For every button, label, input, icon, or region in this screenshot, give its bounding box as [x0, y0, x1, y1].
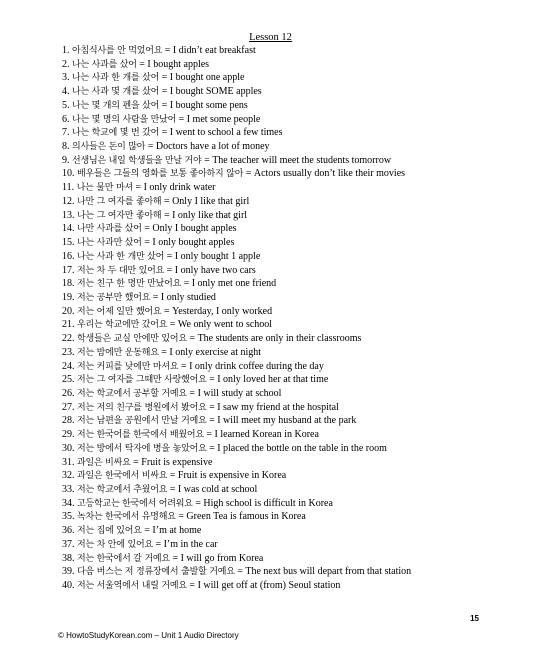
sentence-number: 37. [62, 538, 75, 550]
korean-sentence: 아침식사를 안 먹었어요 [72, 46, 163, 56]
sentence-item [62, 552, 522, 566]
sentence-number: 40. [62, 580, 75, 592]
sentence-item [62, 167, 522, 181]
sentence-number: 36. [62, 525, 75, 537]
sentence-number: 34. [62, 497, 75, 509]
sentence-item [62, 332, 522, 346]
sentence-number: 15. [62, 237, 75, 249]
english-translation: I will meet my husband at the park [217, 415, 357, 427]
sentence-number: 14. [62, 223, 75, 235]
korean-sentence: 저는 차 안에 있어요 [77, 539, 153, 550]
english-translation: The teacher will meet the students tomorrow [212, 154, 392, 166]
sentence-number: 3. [62, 72, 70, 84]
english-translation: I only exercise at night [169, 346, 262, 358]
korean-sentence: 나는 사과 한 개를 샀어 [72, 73, 160, 84]
sentence-item [62, 222, 522, 236]
equals-separator: = [167, 319, 178, 331]
english-translation: I went to school a few times [169, 127, 283, 139]
equals-separator: = [141, 525, 153, 537]
english-translation: I bought some pens [169, 99, 248, 111]
sentence-item [62, 140, 522, 154]
korean-sentence: 나는 사과를 샀어 [72, 59, 137, 70]
english-translation: Actors usually don’t like their movies [253, 168, 406, 180]
english-translation: I learned Korean in Korea [214, 429, 319, 441]
korean-sentence: 저는 저의 친구를 병원에서 봤어요 [77, 402, 207, 413]
sentence-number: 28. [62, 415, 75, 427]
english-translation: I was cold at school [177, 484, 258, 495]
equals-separator: = [161, 195, 173, 207]
english-translation: I didn’t eat breakfast [172, 45, 256, 56]
english-translation: Fruit is expensive in Korea [177, 470, 287, 482]
english-translation: High school is difficult in Korea [203, 497, 333, 509]
sentence-number: 39. [62, 566, 75, 578]
sentence-number: 13. [62, 209, 75, 221]
english-translation: I only bought apples [152, 237, 235, 249]
equals-separator: = [159, 99, 170, 111]
sentence-number: 16. [62, 250, 75, 262]
equals-separator: = [159, 127, 170, 139]
english-translation: Green Tea is famous in Korea [186, 511, 306, 523]
korean-sentence: 나만 그 여자를 좋아해 [77, 196, 162, 207]
sentence-number: 7. [62, 127, 70, 139]
english-translation: The students are only in their classrooms [197, 333, 362, 345]
korean-sentence: 다음 버스는 저 정류장에서 출발할 거예요 [77, 567, 235, 578]
sentence-item [62, 236, 522, 250]
sentence-item [62, 428, 522, 442]
english-translation: I will study at school [197, 387, 282, 399]
sentence-number: 18. [62, 278, 75, 290]
sentence-item [62, 58, 522, 72]
equals-separator: = [167, 470, 178, 482]
sentence-number: 6. [62, 113, 70, 125]
sentence-item [62, 85, 522, 99]
sentence-item [62, 154, 522, 168]
equals-separator: = [132, 182, 144, 194]
korean-sentence: 고등학교는 한국에서 어려워요 [77, 498, 193, 509]
sentence-item [62, 524, 522, 538]
equals-separator: = [169, 552, 181, 564]
korean-sentence: 저는 어제 일만 했어요 [77, 306, 162, 317]
korean-sentence: 나는 사과 한 개만 샀어 [77, 251, 165, 262]
sentence-item [62, 277, 522, 291]
sentence-item [62, 469, 522, 483]
english-translation: I only met one friend [191, 278, 277, 290]
sentence-number: 12. [62, 195, 75, 207]
equals-separator: = [206, 374, 218, 386]
korean-sentence: 나만 사과를 샀어 [77, 224, 142, 235]
equals-separator: = [206, 442, 218, 454]
sentence-number: 11. [62, 182, 75, 194]
equals-separator: = [243, 168, 254, 180]
english-translation: I only have two cars [174, 264, 256, 276]
sentence-number: 27. [62, 401, 75, 413]
korean-sentence: 저는 집에 있어요 [77, 526, 142, 537]
equals-separator: = [141, 237, 153, 249]
equals-separator: = [192, 497, 204, 509]
sentence-item [62, 483, 522, 497]
english-translation: I will get off at (from) Seoul station [197, 580, 341, 592]
english-translation: I met some people [186, 113, 261, 125]
korean-sentence: 나는 사과만 샀어 [77, 238, 142, 249]
korean-sentence: 나는 몇 명의 사람을 만났어 [72, 114, 177, 125]
sentence-item [62, 291, 522, 305]
sentence-item [62, 497, 522, 511]
korean-sentence: 저는 학교에서 추웠어요 [77, 485, 168, 495]
sentence-item [62, 401, 522, 415]
sentence-number: 17. [62, 264, 75, 276]
english-translation: I bought apples [147, 58, 210, 70]
korean-sentence: 저는 한국에서 갈 거예요 [77, 553, 170, 564]
sentence-number: 22. [62, 333, 75, 345]
equals-separator: = [161, 209, 173, 221]
sentence-number: 29. [62, 429, 75, 441]
korean-sentence: 저는 그 여자를 그때만 사랑했어요 [77, 375, 207, 386]
english-translation: I bought one apple [169, 72, 245, 84]
sentence-number: 5. [62, 99, 70, 111]
equals-separator: = [130, 456, 142, 468]
equals-separator: = [186, 387, 198, 399]
korean-sentence: 저는 학교에서 공부할 거예요 [77, 388, 187, 399]
english-translation: I only drink water [143, 182, 216, 194]
sentence-item [62, 346, 522, 360]
sentence-number: 26. [62, 387, 75, 399]
equals-separator: = [150, 291, 161, 303]
equals-separator: = [161, 305, 173, 317]
english-translation: Fruit is expensive [141, 456, 213, 468]
sentence-item [62, 387, 522, 401]
korean-sentence: 과일은 비싸요 [77, 457, 131, 468]
equals-separator: = [159, 86, 170, 98]
sentence-number: 19. [62, 291, 75, 303]
sentence-list [62, 44, 522, 593]
english-translation: Only I bought apples [152, 223, 237, 235]
sentence-item [62, 126, 522, 140]
english-translation: I only drink coffee during the day [189, 360, 324, 372]
sentence-item [62, 373, 522, 387]
equals-separator: = [152, 538, 164, 550]
english-translation: I only studied [160, 291, 216, 303]
korean-sentence: 저는 차 두 대만 있어요 [77, 265, 165, 276]
equals-separator: = [136, 58, 148, 70]
sentence-item [62, 99, 522, 113]
sentence-item [62, 414, 522, 428]
english-translation: I will go from Korea [180, 552, 264, 564]
sentence-item [62, 510, 522, 524]
sentence-item [62, 579, 522, 593]
korean-sentence: 저는 서울역에서 내릴 거예요 [77, 581, 187, 592]
equals-separator: = [178, 360, 190, 372]
sentence-item [62, 181, 522, 195]
sentence-number: 9. [62, 154, 70, 166]
korean-sentence: 우리는 학교에만 갔어요 [77, 320, 168, 331]
korean-sentence: 과일은 한국에서 비싸요 [77, 471, 168, 482]
sentence-item [62, 442, 522, 456]
sentence-number: 25. [62, 374, 75, 386]
korean-sentence: 나는 학교에 몇 번 갔어 [72, 128, 160, 139]
sentence-number: 33. [62, 484, 75, 495]
equals-separator: = [206, 401, 218, 413]
english-translation: I’m in the car [163, 538, 218, 550]
korean-sentence: 저는 남편을 공원에서 만날 거예요 [77, 416, 207, 427]
equals-separator: = [167, 484, 178, 495]
equals-separator: = [203, 429, 215, 441]
sentence-item [62, 44, 522, 58]
korean-sentence: 나는 몇 개의 펜을 샀어 [72, 100, 160, 111]
sentence-number: 23. [62, 346, 75, 358]
korean-sentence: 저는 밤에만 운동해요 [77, 347, 159, 358]
english-translation: I placed the bottle on the table in the room [217, 442, 387, 454]
equals-separator: = [206, 415, 218, 427]
korean-sentence: 배우들은 그들의 영화를 보통 좋아하지 않아 [77, 169, 244, 180]
korean-sentence: 저는 공부만 했어요 [77, 292, 151, 303]
equals-separator: = [175, 511, 187, 523]
english-translation: I only like that girl [172, 209, 248, 221]
english-translation: The next bus will depart from that station [245, 566, 412, 578]
korean-sentence: 저는 친구 한 명만 만났어요 [77, 279, 182, 290]
sentence-number: 31. [62, 456, 75, 468]
korean-sentence: 나는 물만 마셔 [76, 183, 133, 194]
sentence-item [62, 538, 522, 552]
sentence-item [62, 195, 522, 209]
english-translation: Yesterday, I only worked [172, 305, 273, 317]
equals-separator: = [141, 223, 153, 235]
korean-sentence: 나는 사과 몇 개를 샀어 [72, 87, 160, 98]
page-number: 15 [470, 614, 479, 623]
english-translation: I saw my friend at the hospital [217, 401, 339, 413]
english-translation: Only I like that girl [172, 195, 250, 207]
korean-sentence: 저는 방에서 탁자에 병을 놓았어요 [77, 443, 207, 454]
equals-separator: = [164, 250, 175, 262]
sentence-item [62, 565, 522, 579]
korean-sentence: 의사들은 돈이 많아 [72, 142, 146, 153]
sentence-item [62, 250, 522, 264]
sentence-number: 30. [62, 442, 75, 454]
sentence-number: 21. [62, 319, 75, 331]
sentence-item [62, 305, 522, 319]
english-translation: I only bought 1 apple [174, 250, 261, 262]
sentence-item [62, 360, 522, 374]
equals-separator: = [176, 113, 187, 125]
english-translation: We only went to school [177, 319, 273, 331]
sentence-number: 2. [62, 58, 70, 70]
equals-separator: = [181, 278, 192, 290]
sentence-item [62, 71, 522, 85]
english-translation: I only loved her at that time [217, 374, 329, 386]
english-translation: Doctors have a lot of money [155, 141, 270, 153]
sentence-number: 10. [62, 168, 75, 180]
sentence-number: 4. [62, 86, 70, 98]
korean-sentence: 선생님은 내일 학생들을 만날 거야 [72, 155, 202, 166]
equals-separator: = [145, 141, 156, 153]
korean-sentence: 녹차는 한국에서 유명해요 [77, 512, 176, 523]
equals-separator: = [159, 72, 170, 84]
sentence-number: 1. [62, 45, 70, 56]
equals-separator: = [158, 346, 170, 358]
equals-separator: = [186, 333, 198, 345]
footer-text: © HowtoStudyKorean.com – Unit 1 Audio Directory [58, 631, 239, 640]
sentence-item [62, 456, 522, 470]
sentence-number: 8. [62, 141, 70, 153]
sentence-item [62, 113, 522, 127]
korean-sentence: 저는 커피를 낮에만 마셔요 [77, 361, 179, 372]
equals-separator: = [234, 566, 246, 578]
sentence-number: 24. [62, 360, 75, 372]
equals-separator: = [201, 154, 213, 166]
english-translation: I bought SOME apples [169, 86, 262, 98]
korean-sentence: 나는 그 여자만 좋아해 [77, 210, 162, 221]
equals-separator: = [162, 45, 173, 56]
sentence-item [62, 318, 522, 332]
sentence-number: 32. [62, 470, 75, 482]
sentence-number: 35. [62, 511, 75, 523]
sentence-number: 38. [62, 552, 75, 564]
sentence-number: 20. [62, 305, 75, 317]
korean-sentence: 저는 한국어를 한국에서 배웠어요 [77, 430, 204, 441]
equals-separator: = [186, 580, 198, 592]
lesson-title: Lesson 12 [249, 32, 292, 43]
english-translation: I’m at home [152, 525, 202, 537]
sentence-item [62, 264, 522, 278]
sentence-item [62, 209, 522, 223]
korean-sentence: 학생들은 교실 안에만 있어요 [77, 334, 187, 345]
equals-separator: = [164, 264, 175, 276]
